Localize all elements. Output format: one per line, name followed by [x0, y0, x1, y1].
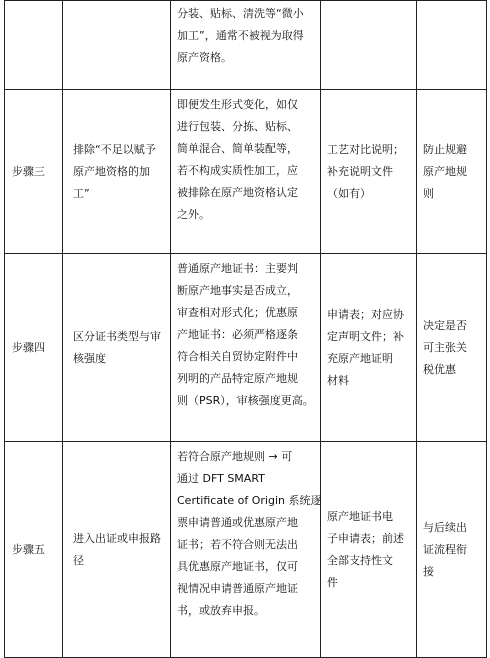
description-line: 之外。: [177, 208, 210, 221]
description-line: 若符合原产地规则 → 可: [177, 450, 293, 463]
documents-cell: [321, 254, 417, 442]
description-line: 被排除在原产地资格认定: [177, 186, 298, 199]
description-line: 票申请普通或优惠原产地: [177, 516, 298, 529]
documents-line: 件: [327, 575, 338, 589]
table-row: [5, 442, 487, 658]
step-name-line: 进入出证或申报路: [73, 531, 161, 545]
description-line: 若不构成实质性加工，应: [177, 164, 298, 177]
documents-line: 申请表；对应协: [327, 307, 404, 321]
documents-line: 定声明文件；补: [327, 329, 404, 343]
remark-cell: [417, 442, 487, 658]
description-line: 断原产地事实是否成立，: [177, 284, 298, 297]
description-line: 原产资格。: [177, 51, 232, 64]
description-line: 审查相对形式化；优惠原: [177, 306, 298, 319]
remark-cell: [417, 254, 487, 442]
description-line: 具优惠原产地证书，仅可: [177, 560, 298, 573]
documents-line: 工艺对比说明；: [327, 142, 404, 156]
step-name-cell: [63, 442, 171, 658]
description-line: 符合相关自贸协定附件中: [177, 350, 298, 363]
remark-line: 接: [423, 564, 434, 578]
description-line: 分装、贴标、清洗等“微小: [177, 7, 304, 20]
remark-line: 则: [423, 186, 434, 200]
step-name-line: 工”: [73, 186, 90, 200]
description-line: 简单混合、简单装配等，: [177, 142, 298, 155]
documents-cell: [321, 90, 417, 254]
process-table: [4, 0, 487, 658]
table-row: [5, 90, 487, 254]
remark-cell: [417, 90, 487, 254]
remark-line: 税优惠: [423, 362, 456, 376]
step-cell: [5, 442, 63, 658]
remark-line: 防止规避: [423, 142, 467, 156]
description-line: 加工”，通常不被视为取得: [177, 29, 304, 42]
step-name-cell: [63, 1, 171, 90]
description-line: 通过 DFT SMART: [177, 472, 265, 485]
description-line: 列明的产品特定原产地规: [177, 372, 298, 385]
description-line: 证书；若不符合则无法出: [177, 538, 298, 551]
step-name-line: 排除“不足以赋予: [73, 142, 156, 156]
step-cell: [5, 1, 63, 90]
step-label: 步骤四: [12, 340, 45, 354]
description-cell: [171, 254, 321, 442]
step-name-line: 原产地资格的加: [73, 164, 150, 178]
step-cell: [5, 254, 63, 442]
step-name-cell: [63, 90, 171, 254]
step-name-line: 区分证书类型与审: [73, 329, 161, 343]
description-line: 书，或放弃申报。: [177, 604, 265, 617]
description-line: 进行包装、分拣、贴标、: [177, 120, 298, 133]
step-name-line: 径: [73, 553, 84, 567]
documents-line: 充原产地证明: [327, 351, 393, 365]
step-name-line: 核强度: [73, 351, 106, 365]
remark-line: 可主张关: [423, 340, 467, 354]
description-line: 则（PSR），审核强度更高。: [177, 394, 314, 407]
description-line: 普通原产地证书：主要判: [177, 262, 298, 275]
description-line: 视情况申请普通原产地证: [177, 582, 298, 595]
description-cell: [171, 442, 321, 658]
documents-cell: [321, 1, 417, 90]
documents-line: 子申请表；前述: [327, 531, 404, 545]
step-cell: [5, 90, 63, 254]
documents-cell: [321, 442, 417, 658]
table-body: [5, 1, 487, 658]
table-row: [5, 1, 487, 90]
documents-line: （如有）: [327, 186, 371, 200]
remark-line: 证流程衔: [423, 542, 467, 556]
description-cell: [171, 90, 321, 254]
description-line: Certificate of Origin 系统逐: [177, 494, 322, 507]
remark-line: 与后续出: [423, 520, 467, 534]
description-line: 即便发生形式变化，如仅: [177, 98, 298, 111]
remark-line: 决定是否: [423, 318, 467, 332]
documents-line: 材料: [327, 373, 349, 387]
step-label: 步骤五: [12, 542, 45, 556]
step-label: 步骤三: [12, 164, 45, 178]
documents-line: 全部支持性文: [327, 553, 393, 567]
remark-cell: [417, 1, 487, 90]
table-row: [5, 254, 487, 442]
documents-line: 原产地证书电: [327, 509, 393, 523]
description-line: 产地证书：必须严格逐条: [177, 328, 298, 341]
step-name-cell: [63, 254, 171, 442]
description-cell: [171, 1, 321, 90]
documents-line: 补充说明文件: [327, 164, 393, 178]
remark-line: 原产地规: [423, 164, 467, 178]
